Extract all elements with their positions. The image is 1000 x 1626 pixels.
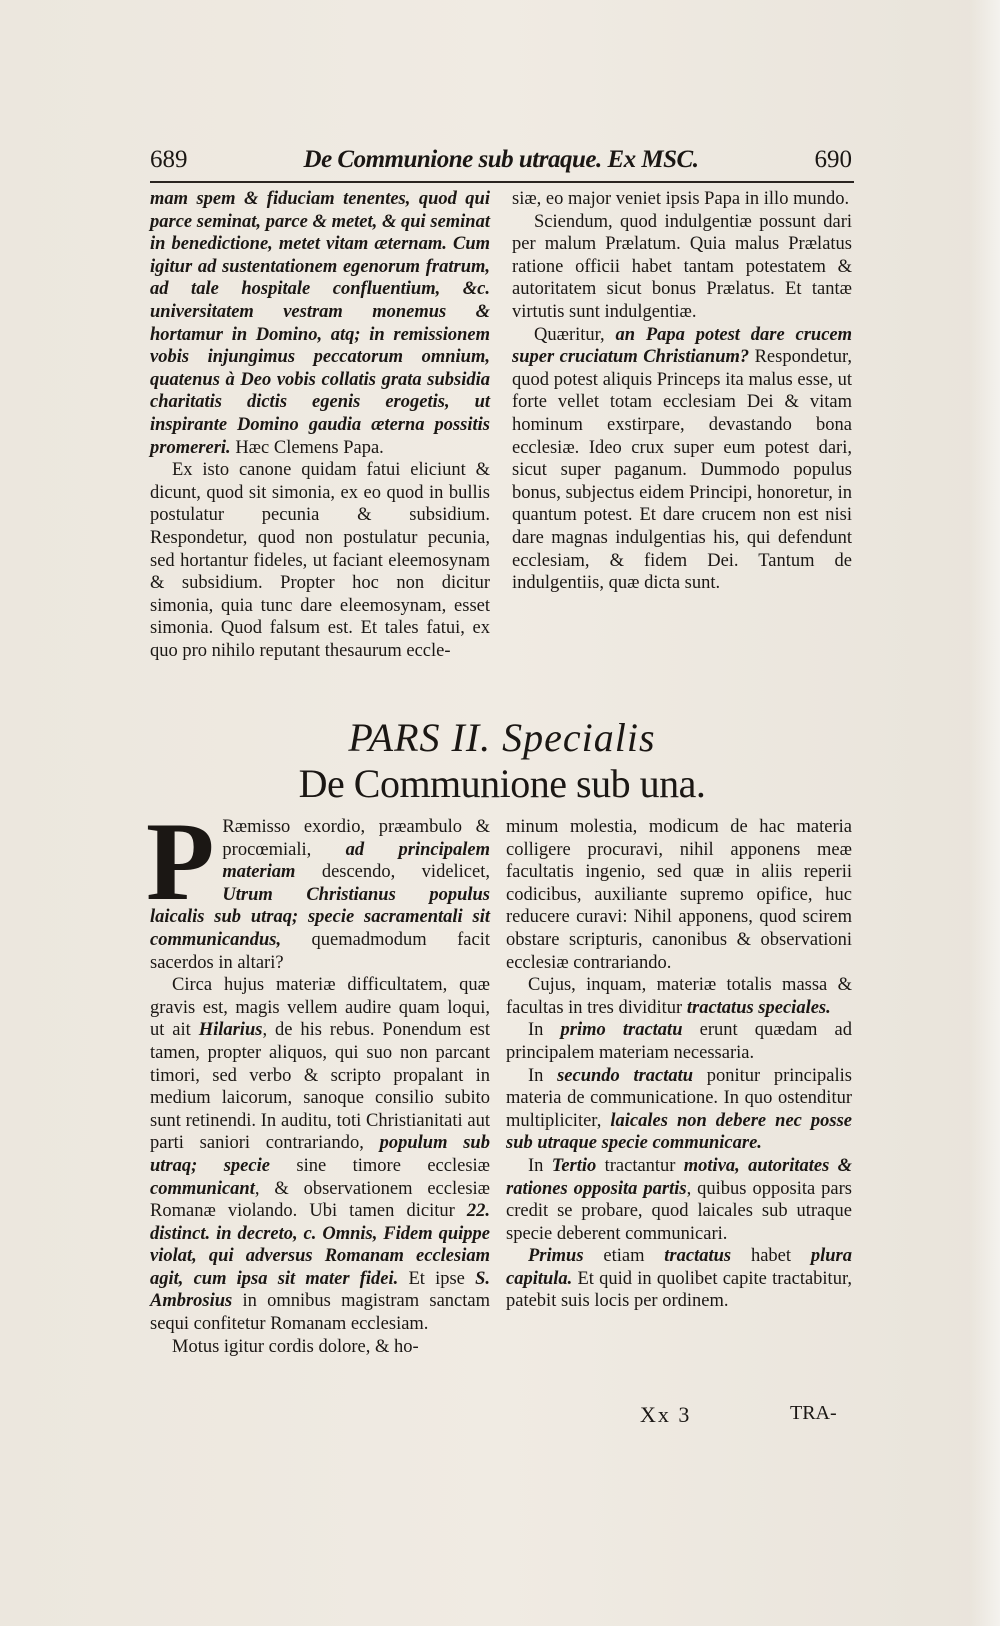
text-run: Et quid in quolibet capite tractabitur, patebit suis locis per ordinem. <box>506 1268 852 1312</box>
part-heading: PARS II. Specialis <box>348 715 656 760</box>
paragraph <box>506 1245 852 1313</box>
signature-mark: Xx 3 <box>640 1402 692 1427</box>
italic-run: populum sub utraq; specie <box>150 1133 490 1176</box>
paragraph <box>506 1065 852 1155</box>
italic-run: S. Ambrosius <box>150 1268 490 1312</box>
lower-left-column <box>146 800 490 1358</box>
paragraph <box>150 974 490 1336</box>
upper-left-column <box>150 188 490 662</box>
italic-run: ad principalem materiam <box>222 839 490 883</box>
italic-run: tractatus <box>664 1246 732 1267</box>
text-run: In <box>528 1020 561 1041</box>
running-head <box>150 146 852 176</box>
italic-run: motiva, autoritates & rationes opposita partis <box>506 1155 853 1199</box>
text-run: habet <box>731 1246 811 1267</box>
upper-right-column <box>512 188 852 595</box>
text-run: Cujus, inquam, materiæ totalis massa & facultas in tres dividitur <box>506 975 852 1018</box>
italic-run: tractatus speciales. <box>686 997 831 1018</box>
italic-run: Utrum Christianus populus laicalis sub utraq; specie sacramentali sit communicandus, <box>150 884 490 950</box>
italic-run: plura capitula. <box>506 1246 852 1289</box>
text-run: In <box>528 1155 552 1176</box>
paragraph: Ex isto canone quidam fatui eliciunt & dicunt, quod sit simonia, ex eo quod in bullis postulatur pecunia & subsidium. Respondetur, quod non postulatur pecunia, sed hortantur fideles, ut faciant eleemosynam & subsidium. Propter hoc non dicitur simonia, quia tunc dare eleemosynam, esset simonia. Quod falsum est. Et tales fatui, ex quo pro nihilo reputant thesaurum eccle- <box>150 460 490 661</box>
page-number-right: 690 <box>814 146 852 173</box>
paragraph <box>506 1155 852 1245</box>
text-run: in omnibus magistram sanctam sequi confitetur Romanam ecclesiam. <box>150 1291 490 1335</box>
text-run: Quæritur, <box>534 324 616 345</box>
paragraph <box>512 324 852 595</box>
italic-quotation: mam spem & fiduciam tenentes, quod qui parce seminat, parce & metet, & qui seminat in benedictione, metet vitam æternam. Cum igitur ad sustentationem egenorum fratrum, ad tale hospitale confluentium, &c. universitatem vestram monemus & hortamur in Domino, atq; in remissionem vobis injungimus peccatorum omnium, quatenus à Deo vobis collatis grata subsidia charitatis dictis egenis erogetis, ut inspirante Domino gaudia æterna possitis promereri. <box>150 189 490 458</box>
paragraph <box>150 188 490 459</box>
page-number-left: 689 <box>150 146 188 173</box>
text-run: ponitur principalis materia de communicatione. In quo ostenditur multipliciter, <box>506 1065 852 1131</box>
text-run: , de his rebus. Ponendum est tamen, propter aliquos, qui suo non parcant timori, sed verbo & scripto propalant in medium laicorum, sanoque consilio subito sunt retinendi. In auditu, toti Christianitati aut parti saniori contrariando, <box>150 1020 490 1154</box>
section-heading: De Communione sub una. <box>298 761 706 806</box>
text-run: In <box>528 1065 558 1086</box>
paragraph <box>146 800 490 974</box>
paragraph <box>506 974 852 1019</box>
italic-question: an Papa potest dare crucem super cruciatum Christianum? <box>512 324 853 368</box>
italic-run: 22. distinct. in decreto, c. Omnis, Fidem quippe violat, qui adversus Romanam ecclesiam agit, cum ipsa sit mater fidei. <box>150 1201 490 1289</box>
text-run: erunt quædam ad principalem materiam necessaria. <box>506 1020 852 1063</box>
italic-run: Hilarius <box>198 1020 263 1041</box>
text-run: Et ipse <box>398 1268 476 1289</box>
drop-cap: P <box>146 800 215 924</box>
text-run: , & observationem ecclesiæ Romanæ violando. Ubi tamen dicitur <box>150 1178 490 1222</box>
paragraph: Sciendum, quod indulgentiæ possunt dari per malum Prælatum. Quia malus Prælatus ratione officii habet tantam potestatem & autoritatem sicut bonus Prælatus. Et tantæ virtutis sunt indulgentiæ. <box>512 211 852 322</box>
text-run: sine timore ecclesiæ <box>269 1155 490 1176</box>
paragraph: minum molestia, modicum de hac materia colligere procuravi, nihil apponens meæ facultatis ingenio, sed quæ in aliis reperii codicibus, auxiliante supremo opifice, huc reducere curavi: Nihil apponens, quod scirem obstare scripturis, canonibus & observationi ecclesiæ contrariando. <box>506 817 852 973</box>
catchword: TRA- <box>790 1402 837 1424</box>
text-run: quemadmodum facit sacerdos in altari? <box>150 929 490 973</box>
italic-run: secundo tractatu <box>557 1065 694 1086</box>
italic-run: Tertio <box>551 1155 597 1176</box>
text-run: etiam <box>583 1246 665 1267</box>
italic-run: laicales non debere nec posse sub utraque specie communicare. <box>506 1110 852 1154</box>
paragraph: siæ, eo major veniet ipsis Papa in illo mundo. <box>512 189 850 209</box>
paragraph: Motus igitur cordis dolore, & ho- <box>172 1336 419 1357</box>
italic-run: Primus <box>528 1246 584 1267</box>
attribution: Hæc Clemens Papa. <box>230 437 384 458</box>
italic-run: communicant <box>150 1178 255 1199</box>
text-run: Ræmisso exordio, præambulo & procœmiali, <box>222 817 490 860</box>
running-title: De Communione sub utraque. Ex MSC. <box>303 146 699 173</box>
text-run: Respondetur, quod potest aliquis Princeps ita malus esse, ut forte vellet totam ecclesiam Dei & vitam hominum exstirpare, devastando bona ecclesiæ. Ideo crux super eum potest dari, sicut super paganum. Dummodo populus bonus, subjectus eidem Principi, honoretur, in quantum potest. Et dare crucem non est nisi dare magnas indulgentias his, qui defendunt ecclesiam, & fidem Dei. Tantum de indulgentiis, quæ dicta sunt. <box>512 347 852 594</box>
italic-run: primo tractatu <box>560 1020 683 1041</box>
lower-right-column <box>506 816 852 1313</box>
header-rule <box>150 181 854 183</box>
text-run: tractantur <box>596 1155 684 1176</box>
paragraph <box>506 1019 852 1064</box>
text-run: descendo, videlicet, <box>295 862 490 883</box>
text-run: Circa hujus materiæ difficultatem, quæ gravis est, magis vellem audire quam loqui, ut ait <box>150 975 490 1041</box>
text-run: , quibus opposita pars credit se probare, quod laicales sub utraque specie deberent communicari. <box>506 1178 852 1244</box>
